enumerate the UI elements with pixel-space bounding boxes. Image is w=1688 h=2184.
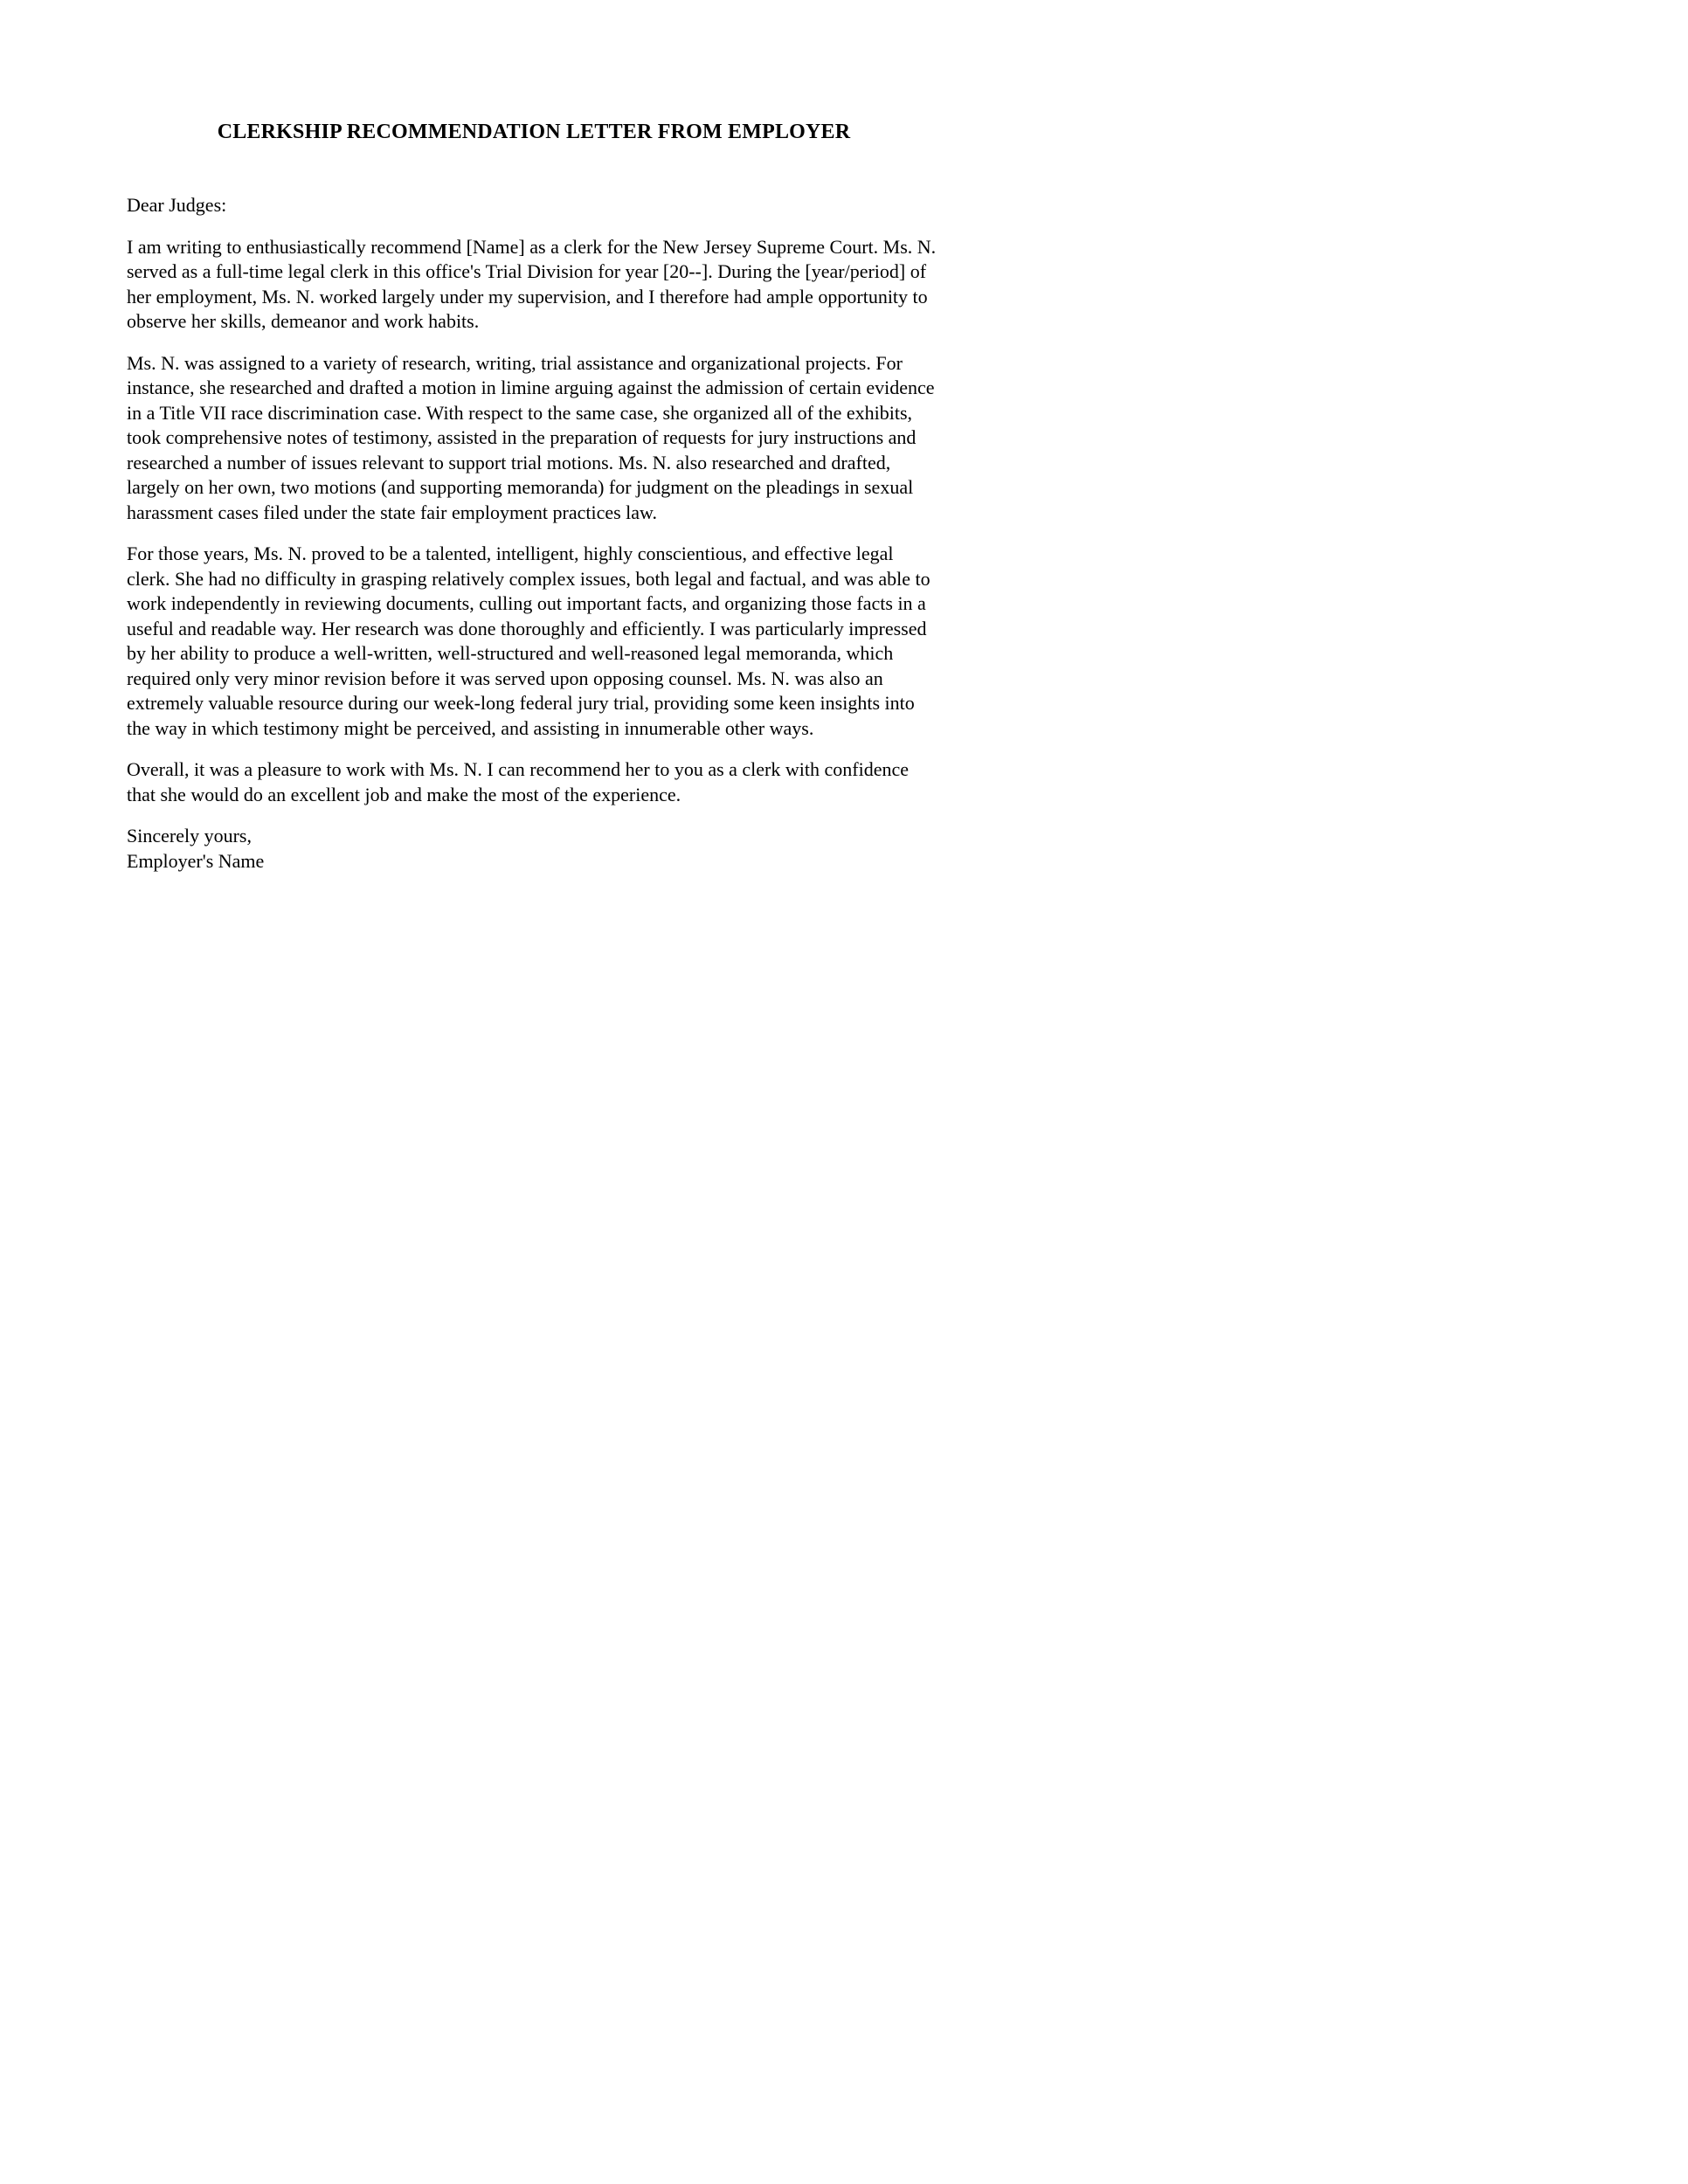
closing-line: Sincerely yours, <box>127 825 252 847</box>
paragraph-assignments: Ms. N. was assigned to a variety of research, writing, trial assistance and organizational projects. For instance, she researched and drafted a motion in limine arguing against the admission of certain evidence in a Title VII race discrimination case. With respect to the same case, she organized all of the exhibits, took comprehensive notes of testimony, assisted in the preparation of requests for jury instructions and researched a number of issues relevant to support trial motions. Ms. N. also researched and drafted, largely on her own, two motions (and supporting memoranda) for judgment on the pleadings in sexual harassment cases filed under the state fair employment practices law. <box>127 351 935 523</box>
paragraph-recommendation: Overall, it was a pleasure to work with Ms. N. I can recommend her to you as a clerk with confidence that she would do an excellent job and make the most of the experience. <box>127 758 909 805</box>
salutation: Dear Judges: <box>127 194 227 216</box>
signature-name: Employer's Name <box>127 849 265 872</box>
document-title: CLERKSHIP RECOMMENDATION LETTER FROM EMPLOYER <box>217 121 851 143</box>
closing-block <box>127 824 941 874</box>
paragraph-introduction: I am writing to enthusiastically recommend [Name] as a clerk for the New Jersey Supreme Court. Ms. N. served as a full-time legal clerk in this office's Trial Division for year [20--]. During the [year/period] of her employment, Ms. N. worked largely under my supervision, and I therefore had ample opportunity to observe her skills, demeanor and work habits. <box>127 235 937 332</box>
letter-content <box>127 121 941 874</box>
paragraph-evaluation: For those years, Ms. N. proved to be a talented, intelligent, highly conscientious, and effective legal clerk. She had no difficulty in grasping relatively complex issues, both legal and factual, and was able to work independently in reviewing documents, culling out important facts, and organizing those facts in a useful and readable way. Her research was done thoroughly and efficiently. I was particularly impressed by her ability to produce a well-written, well-structured and well-reasoned legal memoranda, which required only very minor revision before it was served upon opposing counsel. Ms. N. was also an extremely valuable resource during our week-long federal jury trial, providing some keen insights into the way in which testimony might be perceived, and assisting in innumerable other ways. <box>127 543 930 739</box>
